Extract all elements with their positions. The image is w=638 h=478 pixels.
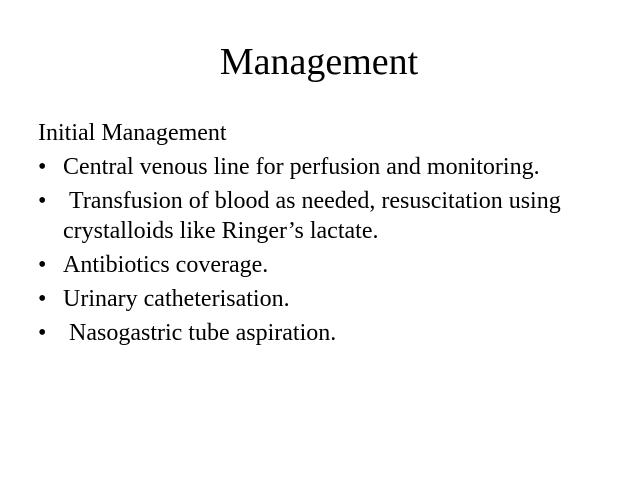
bullet-item-antibiotics <box>38 250 608 280</box>
bullet-item-central-venous-line <box>38 152 608 182</box>
bullet-icon: • <box>38 252 47 278</box>
bullet-icon: • <box>38 188 47 214</box>
bullet-item-nasogastric-tube <box>38 318 608 348</box>
bullet-item-urinary-catheterisation <box>38 284 608 314</box>
slide-title: Management <box>219 41 419 83</box>
section-subheading: Initial Management <box>38 120 227 146</box>
bullet-icon: • <box>38 320 47 346</box>
bullet-icon: • <box>38 286 47 312</box>
bullet-text: Urinary catheterisation. <box>63 286 290 312</box>
slide-content <box>38 118 608 352</box>
bullet-text: Central venous line for perfusion and monitoring. <box>63 154 540 180</box>
bullet-text: Nasogastric tube aspiration. <box>63 320 337 346</box>
bullet-list <box>38 152 608 348</box>
bullet-text: Antibiotics coverage. <box>63 252 269 278</box>
bullet-item-transfusion <box>38 186 608 246</box>
bullet-icon: • <box>38 154 47 180</box>
bullet-text: Transfusion of blood as needed, resuscitation using crystalloids like Ringer’s lactate. <box>63 188 567 244</box>
